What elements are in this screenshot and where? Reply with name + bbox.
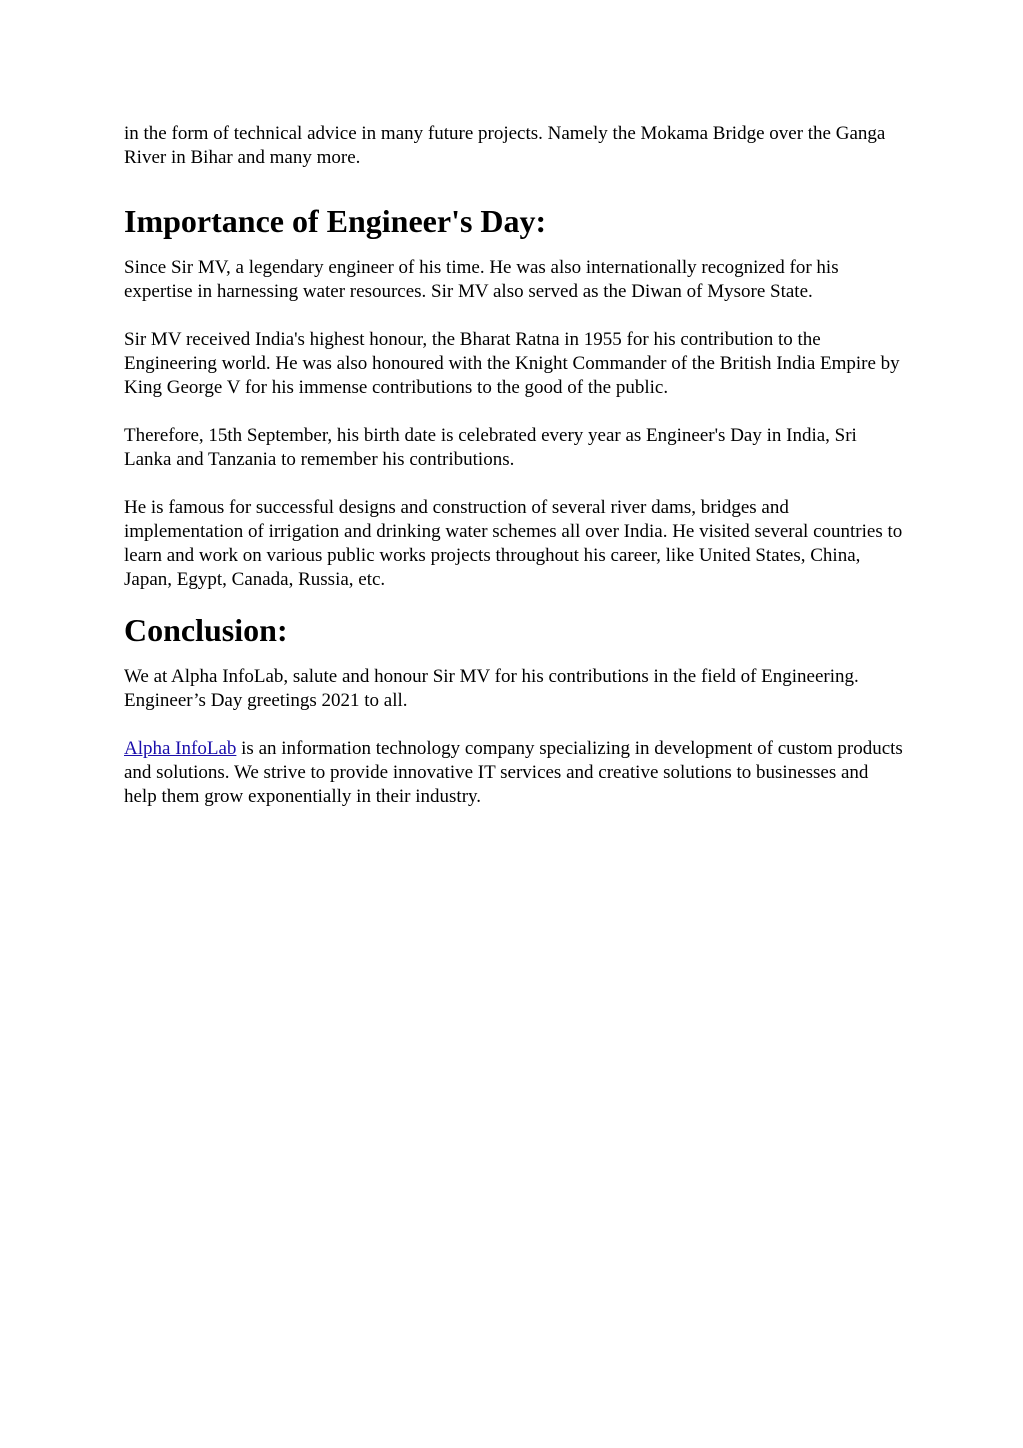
about-paragraph [124, 737, 904, 809]
importance-paragraph-4: He is famous for successful designs and construction of several river dams, bridges and implementation of irrigation and drinking water schemes all over India. He visited several countries to learn and work on various public works projects throughout his career, like United States, China, Japan, Egypt, Canada, Russia, etc. [124, 497, 903, 590]
about-text: is an information technology company specializing in development of custom products and solutions. We strive to provide innovative IT services and creative solutions to businesses and help them grow exponentially in their industry. [124, 738, 903, 807]
importance-paragraph-2: Sir MV received India's highest honour, the Bharat Ratna in 1955 for his contribution to the Engineering world. He was also honoured with the Knight Commander of the British India Empire by King George V for his immense contributions to the good of the public. [124, 329, 900, 398]
document-page [124, 122, 904, 809]
importance-heading: Importance of Engineer's Day: [124, 203, 547, 239]
intro-paragraph: in the form of technical advice in many future projects. Namely the Mokama Bridge over the Ganga River in Bihar and many more. [124, 123, 886, 168]
conclusion-heading: Conclusion: [124, 612, 288, 648]
alpha-infolab-link[interactable]: Alpha InfoLab [124, 738, 237, 759]
importance-paragraph-3: Therefore, 15th September, his birth date is celebrated every year as Engineer's Day in India, Sri Lanka and Tanzania to remember his contributions. [124, 425, 857, 470]
importance-paragraph-1: Since Sir MV, a legendary engineer of his time. He was also internationally recognized for his expertise in harnessing water resources. Sir MV also served as the Diwan of Mysore State. [124, 257, 839, 302]
conclusion-paragraph: We at Alpha InfoLab, salute and honour Sir MV for his contributions in the field of Engineering. Engineer’s Day greetings 2021 to all. [124, 666, 859, 711]
